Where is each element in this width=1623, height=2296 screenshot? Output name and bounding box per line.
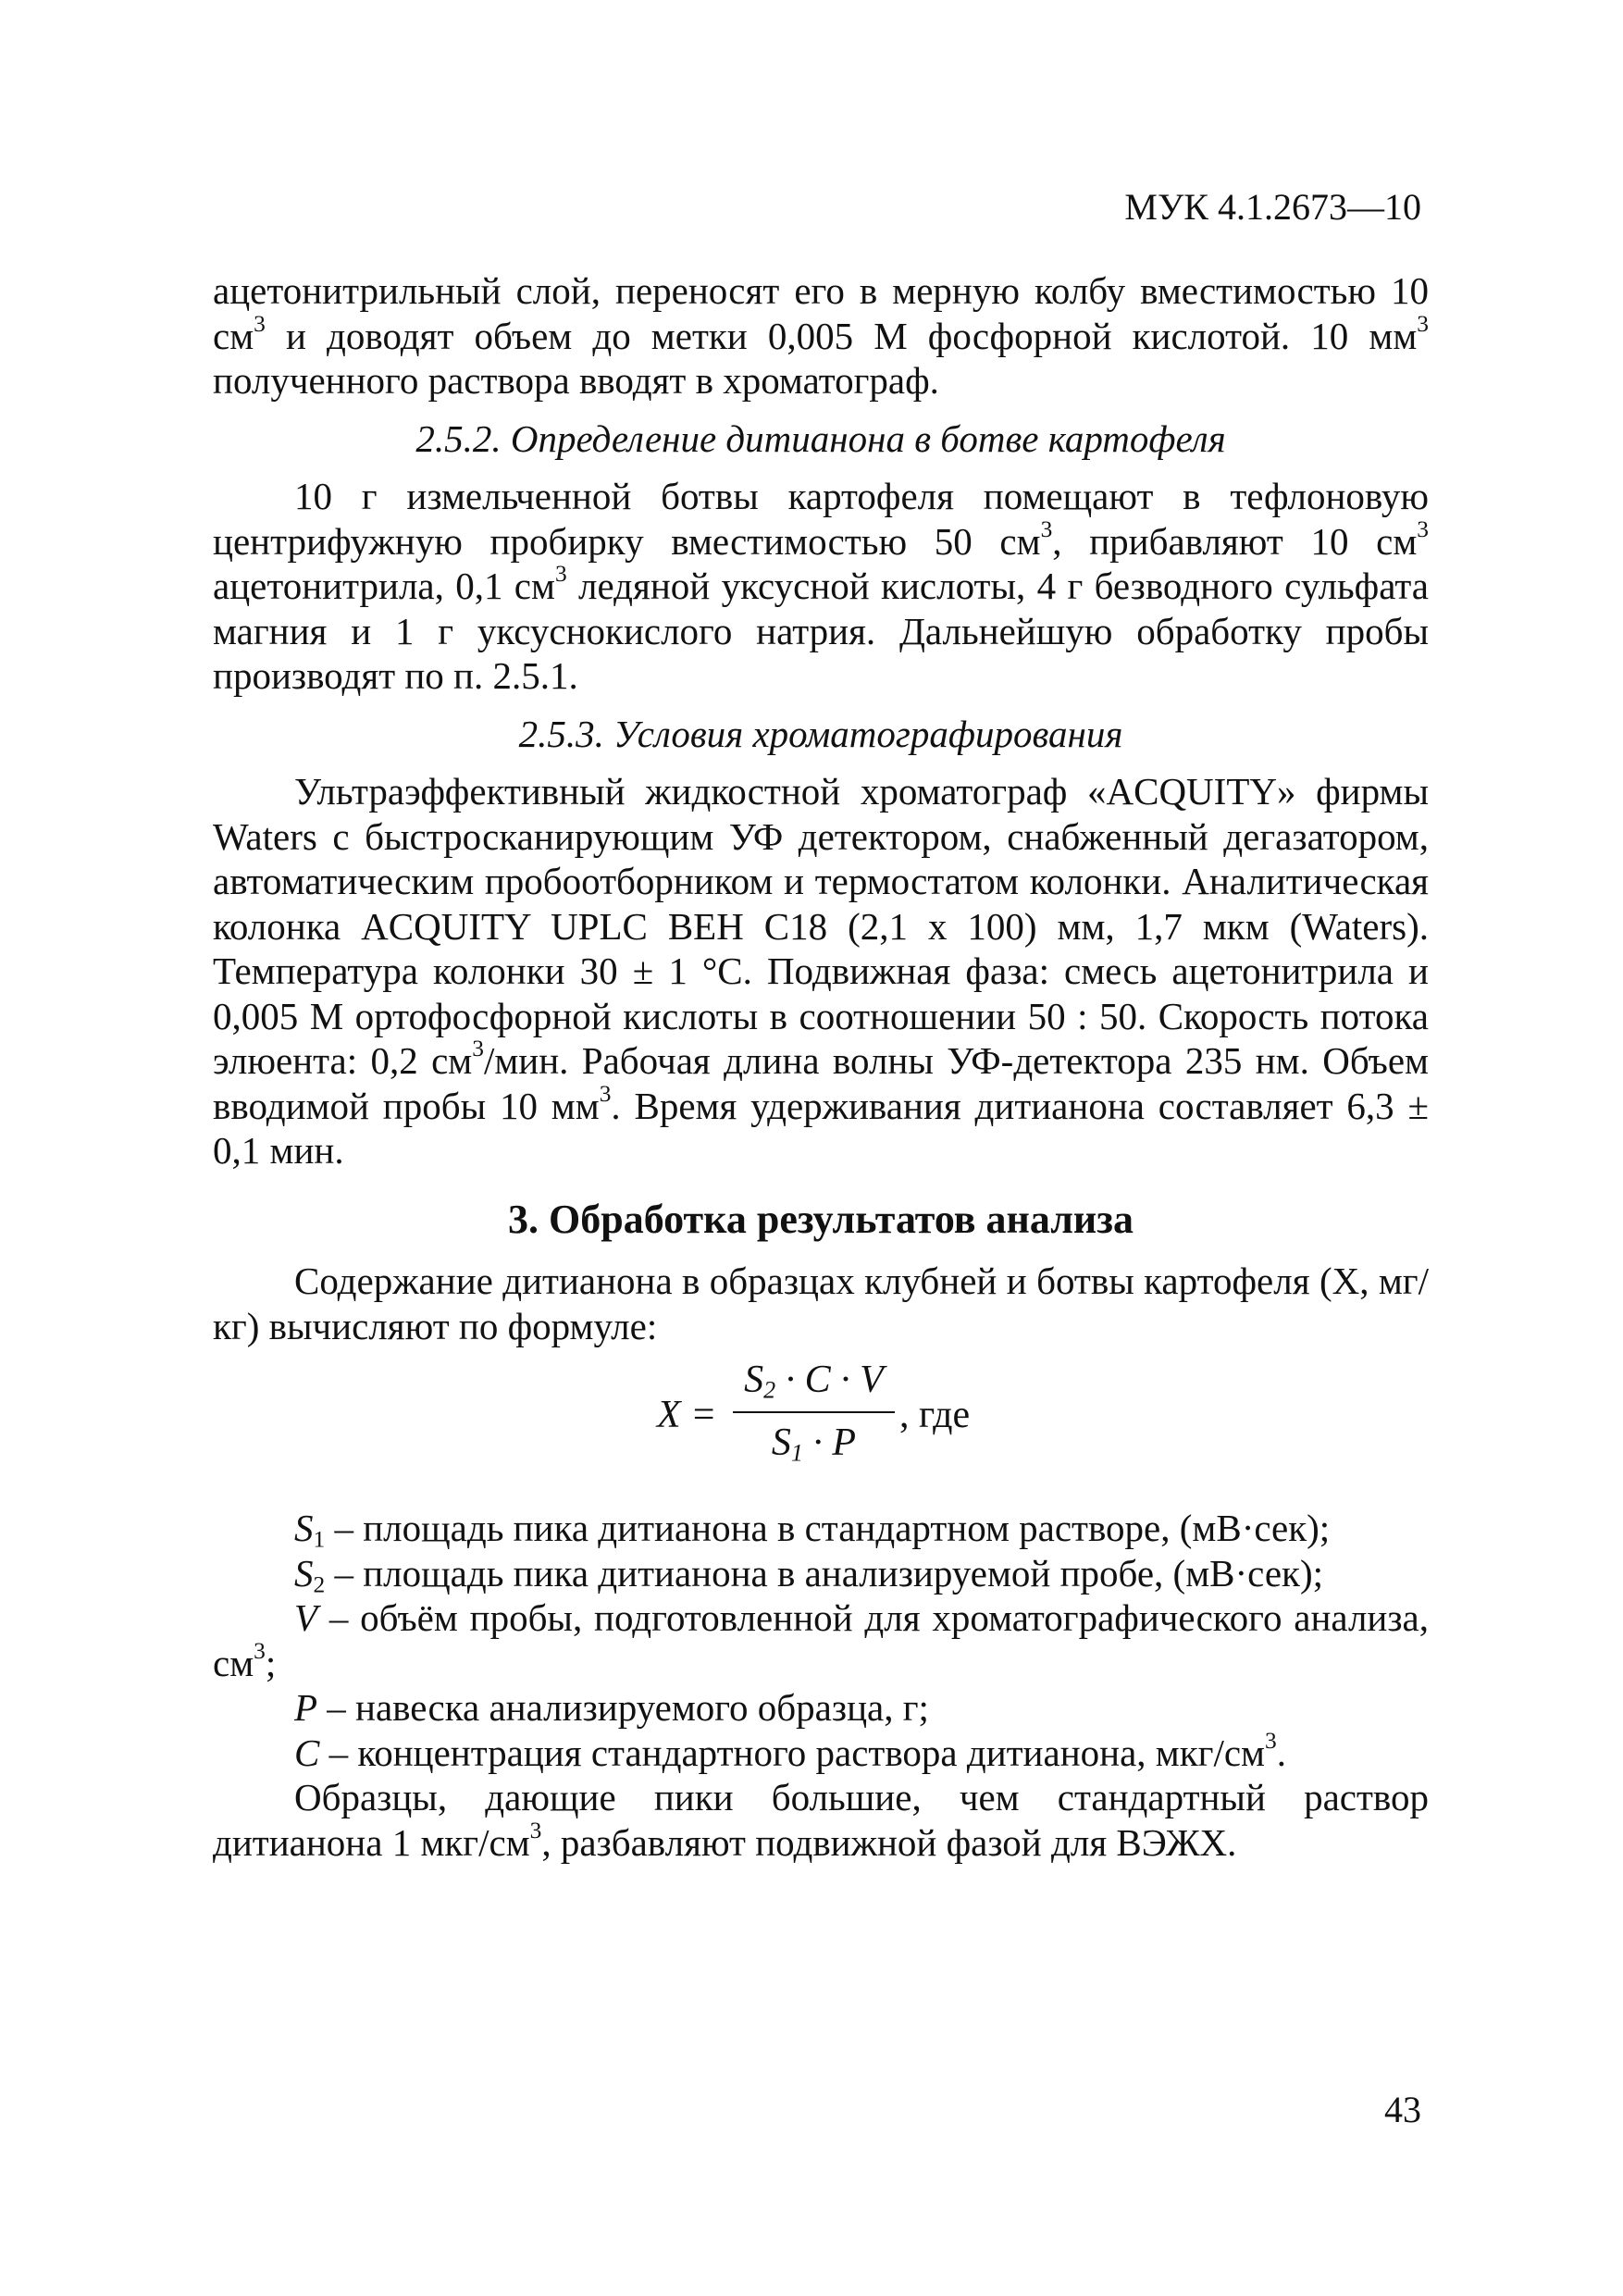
definition-s2: $S_2$ – площадь пика дитианона в анализируемой пробе, (мВ·сек); bbox=[294, 1551, 1324, 1597]
formula-tail: , где bbox=[899, 1394, 971, 1436]
superscript: 3 bbox=[599, 1080, 612, 1107]
superscript: 3 bbox=[254, 1637, 266, 1664]
section-heading-3: 3. Обработка результатов анализа bbox=[508, 1196, 1134, 1242]
superscript: 3 bbox=[1417, 515, 1429, 542]
subsection-heading-2-5-2: 2.5.2. Определение дитианона в ботве картофеля bbox=[415, 416, 1226, 460]
superscript: 3 bbox=[254, 310, 266, 337]
paragraph-potato-tops: 10 г измельченной ботвы картофеля помещают в тефлоновую центрифужную пробирку вместимостью 50 $см^3$, прибавляют 10 $см^3$ ацетонитрила, 0,1 $см^3$ ледяной уксусной кислоты, 4 г безводного сульфата магния и 1 г уксуснокислого натрия. Дальнейшую обработку пробы производят по п. 2.5.1. bbox=[213, 475, 1429, 697]
definition-p: P – навеска анализируемого образца, г; bbox=[294, 1686, 929, 1729]
superscript: 3 bbox=[554, 560, 567, 587]
definition-v: V – объём пробы, подготовленной для хроматографического анализа, $см^3$; bbox=[213, 1596, 1429, 1684]
formula-numerator: $S_2 \cdot C \cdot V$ bbox=[733, 1354, 895, 1413]
formula-lhs: X = bbox=[657, 1394, 717, 1436]
page-number: 43 bbox=[1384, 2089, 1421, 2130]
subsection-heading-2-5-3: 2.5.3. Условия хроматографирования bbox=[518, 712, 1123, 755]
superscript: 3 bbox=[472, 1035, 484, 1061]
paragraph-sample-prep-end: ацетонитрильный слой, переносят его в мерную колбу вместимостью 10 $см^3$ и доводят объем до метки 0,005 М фосфорной кислотой. 10 $мм^3$ полученного раствора вводят в хроматограф. bbox=[213, 269, 1429, 402]
superscript: 3 bbox=[529, 1817, 542, 1843]
formula-fraction bbox=[733, 1354, 895, 1469]
paragraph-formula-intro: Содержание дитианона в образцах клубней и ботвы картофеля (Х, мг/кг) вычисляют по формуле: bbox=[213, 1260, 1429, 1347]
formula-denominator: $S_1 \cdot P$ bbox=[771, 1421, 857, 1467]
superscript: 3 bbox=[1417, 310, 1429, 337]
paragraph-dilution-note: Образцы, дающие пики большие, чем стандартный раствор дитианона 1 мкг/$см^3$, разбавляют подвижной фазой для ВЭЖХ. bbox=[213, 1776, 1429, 1864]
definition-s1: $S_1$ – площадь пика дитианона в стандартном растворе, (мВ·сек); bbox=[294, 1507, 1331, 1553]
formula-block bbox=[213, 1354, 1429, 1493]
document-code-header: МУК 4.1.2673—10 bbox=[1124, 186, 1421, 228]
superscript: 3 bbox=[1265, 1727, 1277, 1754]
page-body bbox=[213, 268, 1429, 1865]
superscript: 3 bbox=[1040, 515, 1053, 542]
paragraph-chromatography-conditions: Ультраэффективный жидкостной хроматограф «ACQUITY» фирмы Waters с быстросканирующим УФ детектором, снабженный дегазатором, автоматическим пробоотборником и термостатом колонки. Аналитическая колонка ACQUITY UPLC BEH C18 (2,1 x 100) мм, 1,7 мкм (Waters). Температура колонки 30 ± 1 °С. Подвижная фаза: смесь ацетонитрила и 0,005 М ортофосфорной кислоты в соотношении 50 : 50. Скорость потока элюента: 0,2 $см^3$/мин. Рабочая длина волны УФ-детектора 235 нм. Объем вводимой пробы 10 $мм^3$. Время удерживания дитианона составляет 6,3 ± 0,1 мин. bbox=[213, 770, 1430, 1172]
definition-c: C – концентрация стандартного раствора дитианона, мкг/$см^3$. bbox=[294, 1727, 1286, 1774]
